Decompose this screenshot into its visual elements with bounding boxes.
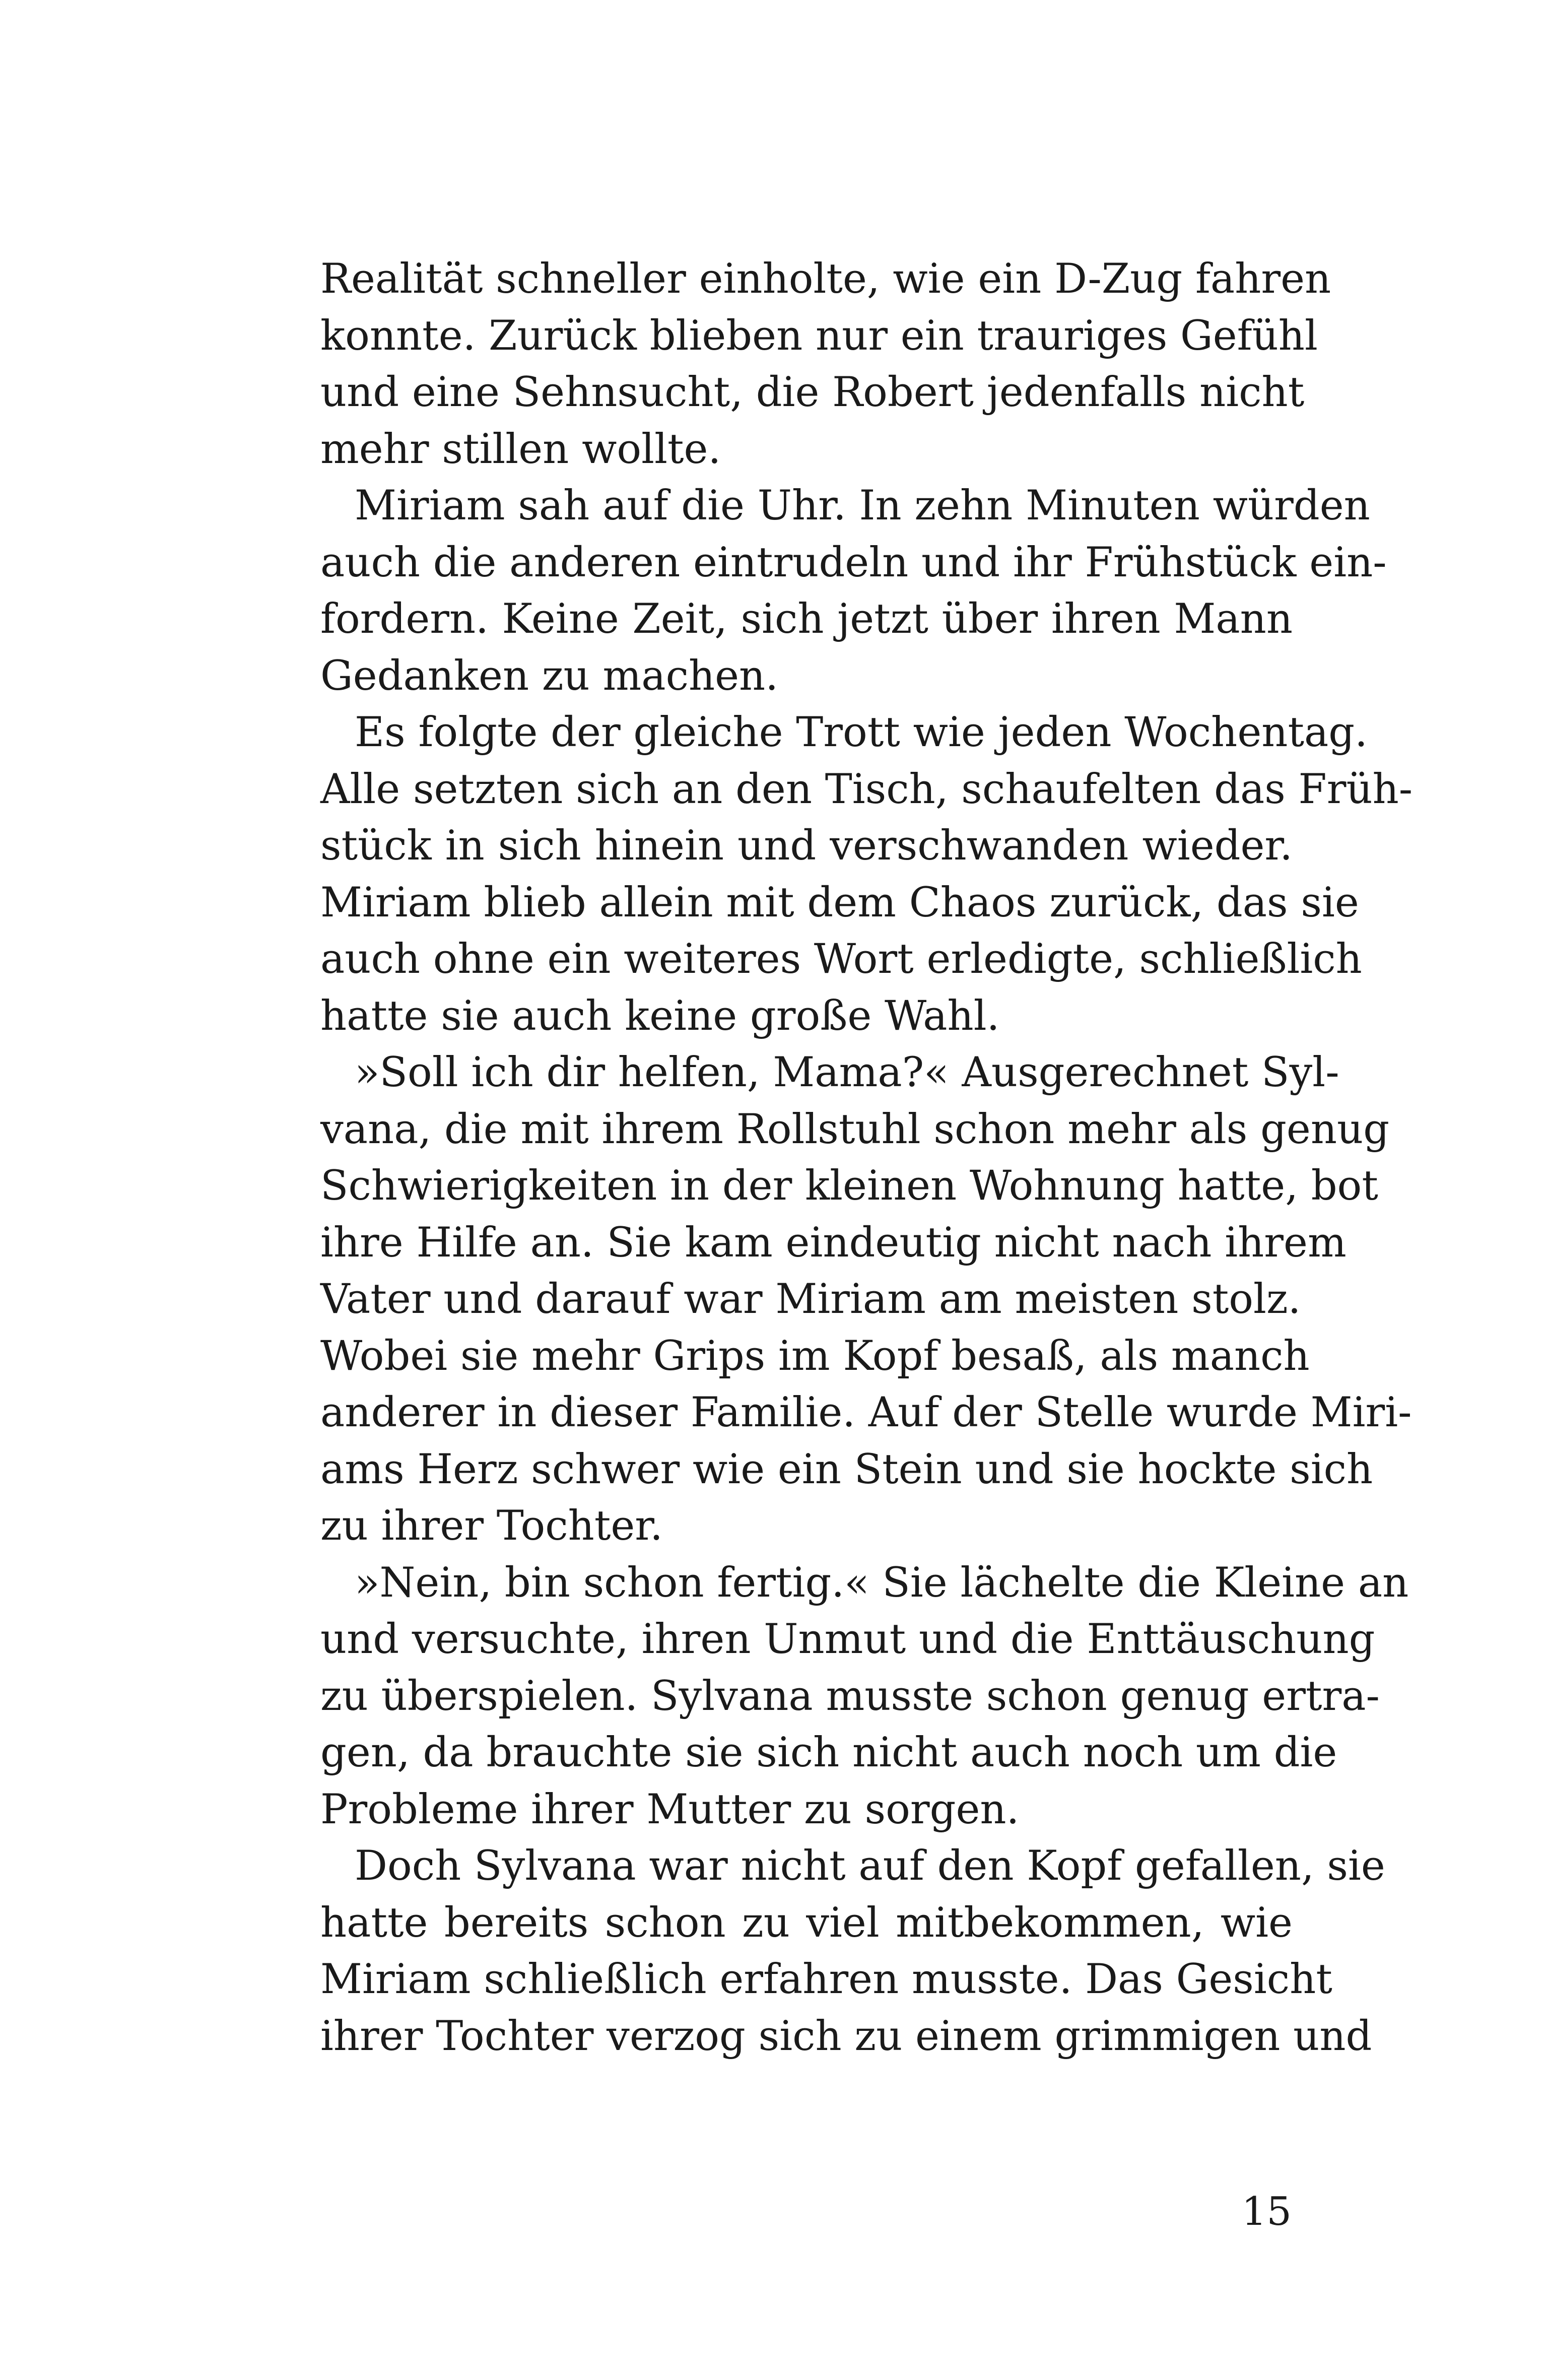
- text-line: und eine Sehnsucht, die Robert jedenfalls nicht: [320, 369, 1305, 416]
- text-line: Doch Sylvana war nicht auf den Kopf gefallen, sie: [355, 1842, 1385, 1890]
- text-line: auch die anderen eintrudeln und ihr Frühstück ein-: [320, 539, 1387, 586]
- text-line: auch ohne ein weiteres Wort erledigte, schließlich: [320, 936, 1362, 983]
- text-line: stück in sich hinein und verschwanden wieder.: [320, 822, 1293, 870]
- text-line: ihre Hilfe an. Sie kam eindeutig nicht nach ihrem: [320, 1219, 1347, 1267]
- paragraph: [320, 1044, 1412, 1555]
- text-line: Vater und darauf war Miriam am meisten stolz.: [320, 1276, 1301, 1323]
- text-line: ihrer Tochter verzog sich zu einem grimmigen und: [320, 2012, 1372, 2060]
- text-line: Probleme ihrer Mutter zu sorgen.: [320, 1786, 1020, 1833]
- text-line: Schwierigkeiten in der kleinen Wohnung hatte, bot: [320, 1162, 1378, 1210]
- text-line: Miriam blieb allein mit dem Chaos zurück, das sie: [320, 879, 1359, 927]
- page-number: 15: [1241, 2189, 1292, 2234]
- paragraph: [320, 704, 1413, 1044]
- text-line: Es folgte der gleiche Trott wie jeden Wochentag.: [355, 709, 1368, 756]
- text-line: Gedanken zu machen.: [320, 652, 778, 700]
- text-line: vana, die mit ihrem Rollstuhl schon mehr als genug: [320, 1105, 1390, 1153]
- text-line: Miriam schließlich erfahren musste. Das Gesicht: [320, 1956, 1332, 2003]
- text-line: zu überspielen. Sylvana musste schon genug ertra-: [320, 1672, 1380, 1720]
- text-line: fordern. Keine Zeit, sich jetzt über ihren Mann: [320, 596, 1293, 643]
- paragraph: [320, 251, 1331, 478]
- paragraph: [320, 478, 1387, 704]
- text-line: anderer in dieser Familie. Auf der Stelle wurde Miri-: [320, 1389, 1412, 1436]
- text-line: Wobei sie mehr Grips im Kopf besaß, als manch: [320, 1332, 1310, 1380]
- paragraph: [320, 1838, 1385, 2065]
- text-line: Realität schneller einholte, wie ein D-Zug fahren: [320, 255, 1331, 303]
- text-line: »Nein, bin schon fertig.« Sie lächelte die Kleine an: [355, 1559, 1409, 1607]
- text-line: hatte sie auch keine große Wahl.: [320, 992, 1000, 1040]
- text-line: ams Herz schwer wie ein Stein und sie hockte sich: [320, 1445, 1373, 1493]
- paragraph: [320, 1555, 1409, 1838]
- text-line: mehr stillen wollte.: [320, 425, 721, 473]
- text-line: zu ihrer Tochter.: [320, 1502, 663, 1550]
- text-line: und versuchte, ihren Unmut und die Enttäuschung: [320, 1616, 1375, 1663]
- text-line: gen, da brauchte sie sich nicht auch noch um die: [320, 1729, 1337, 1776]
- text-line: »Soll ich dir helfen, Mama?« Ausgerechnet Syl-: [355, 1049, 1339, 1096]
- text-line: Miriam sah auf die Uhr. In zehn Minuten würden: [355, 482, 1370, 530]
- body-text: [320, 251, 1413, 2065]
- text-line: hatte bereits schon zu viel mitbekommen, wie: [320, 1899, 1293, 1947]
- text-line: konnte. Zurück blieben nur ein trauriges Gefühl: [320, 312, 1318, 360]
- text-line: Alle setzten sich an den Tisch, schaufelten das Früh-: [320, 765, 1413, 813]
